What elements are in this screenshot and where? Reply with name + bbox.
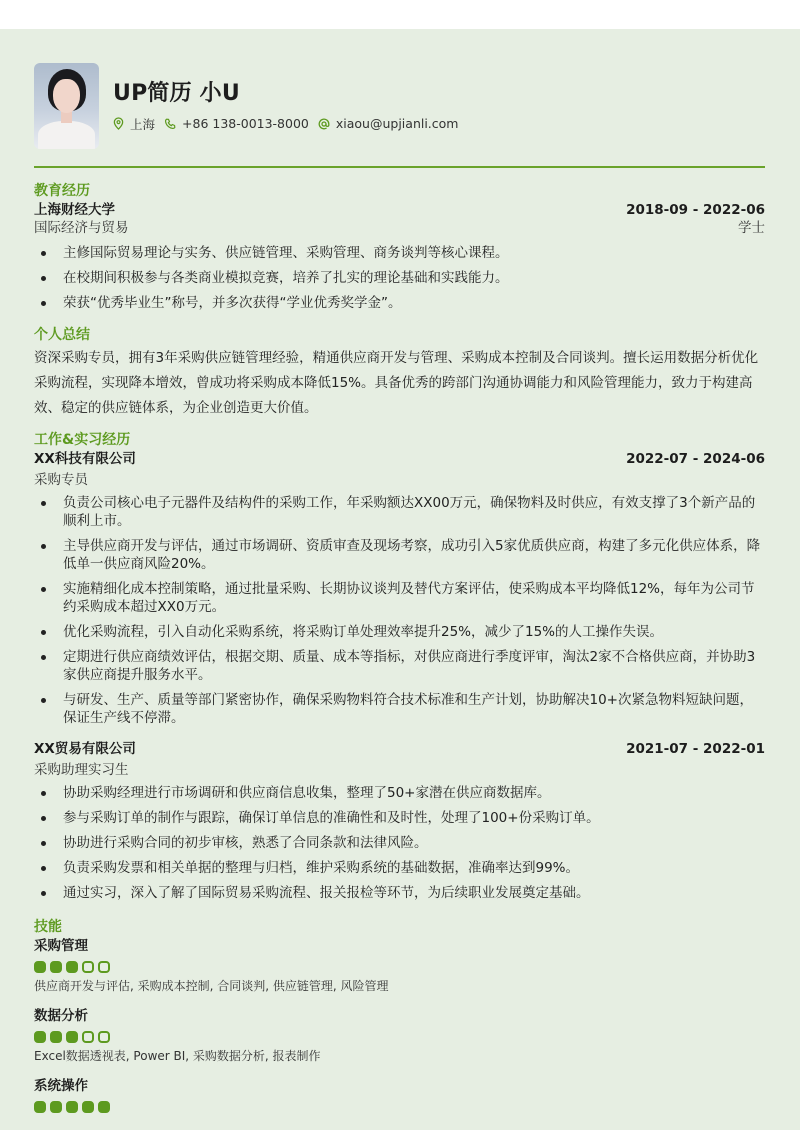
contact-info [113,115,467,133]
list-item: 参与采购订单的制作与跟踪，确保订单信息的准确性和及时性，处理了100+份采购订单。 [34,809,765,827]
candidate-name: UP简历 小U [113,80,240,106]
major: 国际经济与贸易 [34,220,129,236]
list-item: 协助进行采购合同的初步审核，熟悉了合同条款和法律风险。 [34,834,765,852]
list-item: 主导供应商开发与评估，通过市场调研、资质审查及现场考察，成功引入5家优质供应商，构建了多元化供应体系，降低单一供应商风险20%。 [34,537,765,573]
list-item: 优化采购流程，引入自动化采购系统，将采购订单处理效率提升25%，减少了15%的人工操作失误。 [34,623,765,641]
level-dot-filled [82,1101,94,1113]
section-title-education: 教育经历 [34,183,90,199]
work-section [34,431,765,902]
level-dot-filled [98,1101,110,1113]
level-dot-filled [34,1101,46,1113]
education-section [34,182,765,312]
list-item: 主修国际贸易理论与实务、供应链管理、采购管理、商务谈判等核心课程。 [34,244,765,262]
job-entry [34,740,765,902]
list-item: 在校期间积极参与各类商业模拟竞赛，培养了扎实的理论基础和实践能力。 [34,269,765,287]
location-text: 上海 [130,116,156,132]
email-text[interactable]: xiaou@upjianli.com [335,116,459,131]
degree: 学士 [738,220,765,236]
company-name: XX贸易有限公司 [34,741,136,757]
level-dot-filled [66,961,78,973]
summary-text: 资深采购专员，拥有3年采购供应链管理经验，精通供应商开发与管理、采购成本控制及合同谈判。擅长运用数据分析优化采购流程，实现降本增效，曾成功将采购成本降低15%。具备优秀的跨部门沟通协调能力和风险管理能力，致力于构建高效、稳定的供应链体系，为企业创造更大价值。 [34,350,759,416]
list-item: 与研发、生产、质量等部门紧密协作，确保采购物料符合技术标准和生产计划，协助解决10+次紧急物料短缺问题，保证生产线不停滞。 [34,691,765,727]
skills-section [34,918,765,1113]
contact-location [113,115,155,133]
job-entry [34,450,765,727]
level-dot-filled [66,1031,78,1043]
skill-description: Excel数据透视表, Power BI, 采购数据分析, 报表制作 [34,1049,321,1063]
level-dot-empty [98,961,110,973]
resume-page [0,29,800,1130]
map-pin-icon [113,117,124,130]
list-item: 荣获“优秀毕业生”称号，并多次获得“学业优秀奖学金”。 [34,294,765,312]
list-item: 实施精细化成本控制策略，通过批量采购、长期协议谈判及替代方案评估，使采购成本平均降低12%，每年为公司节约采购成本超过XX0万元。 [34,580,765,616]
job-date: 2021-07 - 2022-01 [626,741,765,757]
skill-level-indicator [34,1101,765,1113]
skill-name: 采购管理 [34,938,88,954]
skill-name: 系统操作 [34,1078,88,1094]
education-date: 2018-09 - 2022-06 [626,202,765,218]
skill-level-indicator [34,961,765,973]
list-item: 负责采购发票和相关单据的整理与归档，维护采购系统的基础数据，准确率达到99%。 [34,859,765,877]
level-dot-filled [34,961,46,973]
school-name: 上海财经大学 [34,202,115,218]
section-title-work: 工作&实习经历 [34,432,131,448]
list-item: 负责公司核心电子元器件及结构件的采购工作，年采购额达XX00万元，确保物料及时供应，有效支撑了3个新产品的顺利上市。 [34,494,765,530]
summary-section [34,326,765,421]
level-dot-filled [50,961,62,973]
level-dot-empty [82,961,94,973]
skill-level-indicator [34,1031,765,1043]
job-role: 采购助理实习生 [34,762,129,778]
skill-item [34,1077,765,1113]
header-divider [34,166,765,168]
level-dot-filled [34,1031,46,1043]
level-dot-filled [50,1101,62,1113]
list-item: 协助采购经理进行市场调研和供应商信息收集，整理了50+家潜在供应商数据库。 [34,784,765,802]
phone-icon [164,118,176,130]
level-dot-filled [50,1031,62,1043]
section-title-skills: 技能 [34,919,62,935]
company-name: XX科技有限公司 [34,451,136,467]
at-icon [318,118,330,130]
skill-item [34,1007,765,1064]
section-title-summary: 个人总结 [34,327,90,343]
list-item: 定期进行供应商绩效评估，根据交期、质量、成本等指标，对供应商进行季度评审，淘汰2家不合格供应商，并协助3家供应商提升服务水平。 [34,648,765,684]
phone-text[interactable]: +86 138-0013-8000 [182,116,309,131]
level-dot-empty [98,1031,110,1043]
contact-email [318,116,459,131]
list-item: 通过实习，深入了解了国际贸易采购流程、报关报检等环节，为后续职业发展奠定基础。 [34,884,765,902]
contact-phone [164,116,309,131]
job-role: 采购专员 [34,472,88,488]
skill-item [34,937,765,994]
profile-photo [34,63,99,149]
level-dot-empty [82,1031,94,1043]
resume-header [34,63,467,149]
skill-description: 供应商开发与评估, 采购成本控制, 合同谈判, 供应链管理, 风险管理 [34,979,389,993]
job-date: 2022-07 - 2024-06 [626,451,765,467]
skill-name: 数据分析 [34,1008,88,1024]
level-dot-filled [66,1101,78,1113]
